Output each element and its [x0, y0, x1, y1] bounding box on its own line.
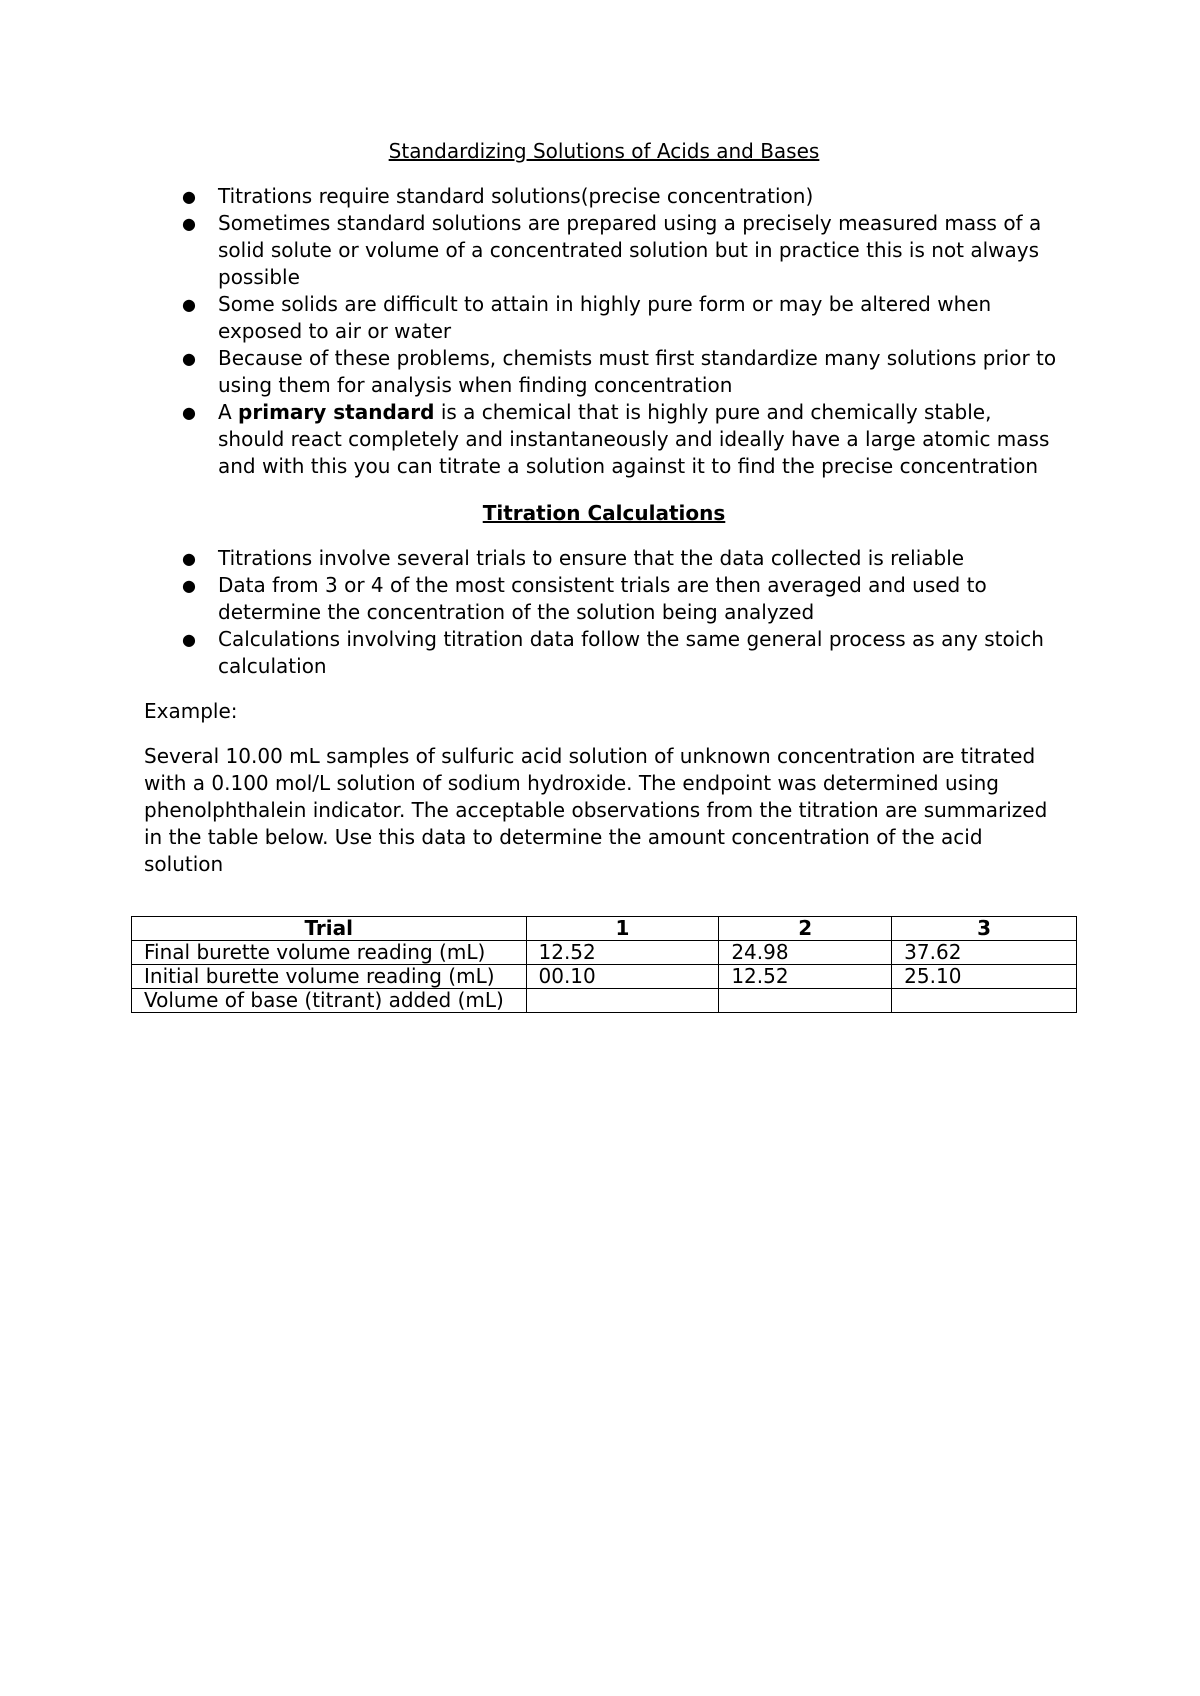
document-content — [144, 138, 1064, 878]
bullet-icon: ● — [182, 295, 196, 314]
header-cell-trial-3: 3 — [892, 917, 1077, 941]
list-item: ● Titrations require standard solutions(precise concentration) — [182, 184, 814, 208]
table-row — [132, 941, 1077, 965]
titration-data-table — [131, 916, 1077, 1013]
section-heading-standardizing: Standardizing Solutions of Acids and Bases — [388, 139, 820, 163]
header-cell-trial: Trial — [132, 917, 527, 941]
table-row — [132, 989, 1077, 1013]
table-row — [132, 965, 1077, 989]
table-cell: 00.10 — [526, 965, 719, 989]
list-item: ● Sometimes standard solutions are prepared using a precisely measured mass of a solid solute or volume of a concentrated solution but in practice this is not always possible — [182, 211, 1042, 289]
bullet-icon: ● — [182, 576, 196, 595]
bullet-icon: ● — [182, 349, 196, 368]
bullet-icon: ● — [182, 187, 196, 206]
standardizing-bullet-list — [144, 183, 1064, 480]
row-label-cell: Volume of base (titrant) added (mL) — [132, 989, 527, 1013]
bullet-icon: ● — [182, 630, 196, 649]
list-item: ● Calculations involving titration data follow the same general process as any stoich calculation — [182, 627, 1044, 678]
list-item-primary-standard: ● A primary standard is a chemical that is highly pure and chemically stable, should react completely and instantaneously and ideally have a large atomic mass and with this you can titrate a solution against it to find the precise concentration — [182, 400, 1050, 478]
row-label-cell: Final burette volume reading (mL) — [132, 941, 527, 965]
section-heading-titration-calculations: Titration Calculations — [482, 501, 726, 525]
header-cell-trial-1: 1 — [526, 917, 719, 941]
row-label-cell: Initial burette volume reading (mL) — [132, 965, 527, 989]
header-cell-trial-2: 2 — [719, 917, 892, 941]
bullet-icon: ● — [182, 214, 196, 233]
example-problem-text: Several 10.00 mL samples of sulfuric acid solution of unknown concentration are titrated with a 0.100 mol/L solution of sodium hydroxide. The endpoint was determined using phenolphthalein indicator. The acceptable observations from the titration are summarized in the table below. Use this data to determine the amount concentration of the acid solution — [144, 744, 1048, 876]
list-item: ● Titrations involve several trials to ensure that the data collected is reliable — [182, 546, 965, 570]
bullet-icon: ● — [182, 549, 196, 568]
table-header-row — [132, 917, 1077, 941]
list-item: ● Some solids are difficult to attain in highly pure form or may be altered when exposed to air or water — [182, 292, 992, 343]
table-cell — [719, 989, 892, 1013]
table-cell: 25.10 — [892, 965, 1077, 989]
table-cell: 37.62 — [892, 941, 1077, 965]
list-item: ● Because of these problems, chemists must first standardize many solutions prior to using them for analysis when finding concentration — [182, 346, 1057, 397]
titration-bullet-list — [144, 545, 1064, 680]
table-cell: 12.52 — [719, 965, 892, 989]
bullet-icon: ● — [182, 403, 196, 422]
list-item: ● Data from 3 or 4 of the most consistent trials are then averaged and used to determine the concentration of the solution being analyzed — [182, 573, 987, 624]
table-cell — [892, 989, 1077, 1013]
table-cell — [526, 989, 719, 1013]
primary-standard-term: primary standard — [238, 400, 435, 424]
table-cell: 24.98 — [719, 941, 892, 965]
table-cell: 12.52 — [526, 941, 719, 965]
example-label: Example: — [144, 699, 238, 723]
